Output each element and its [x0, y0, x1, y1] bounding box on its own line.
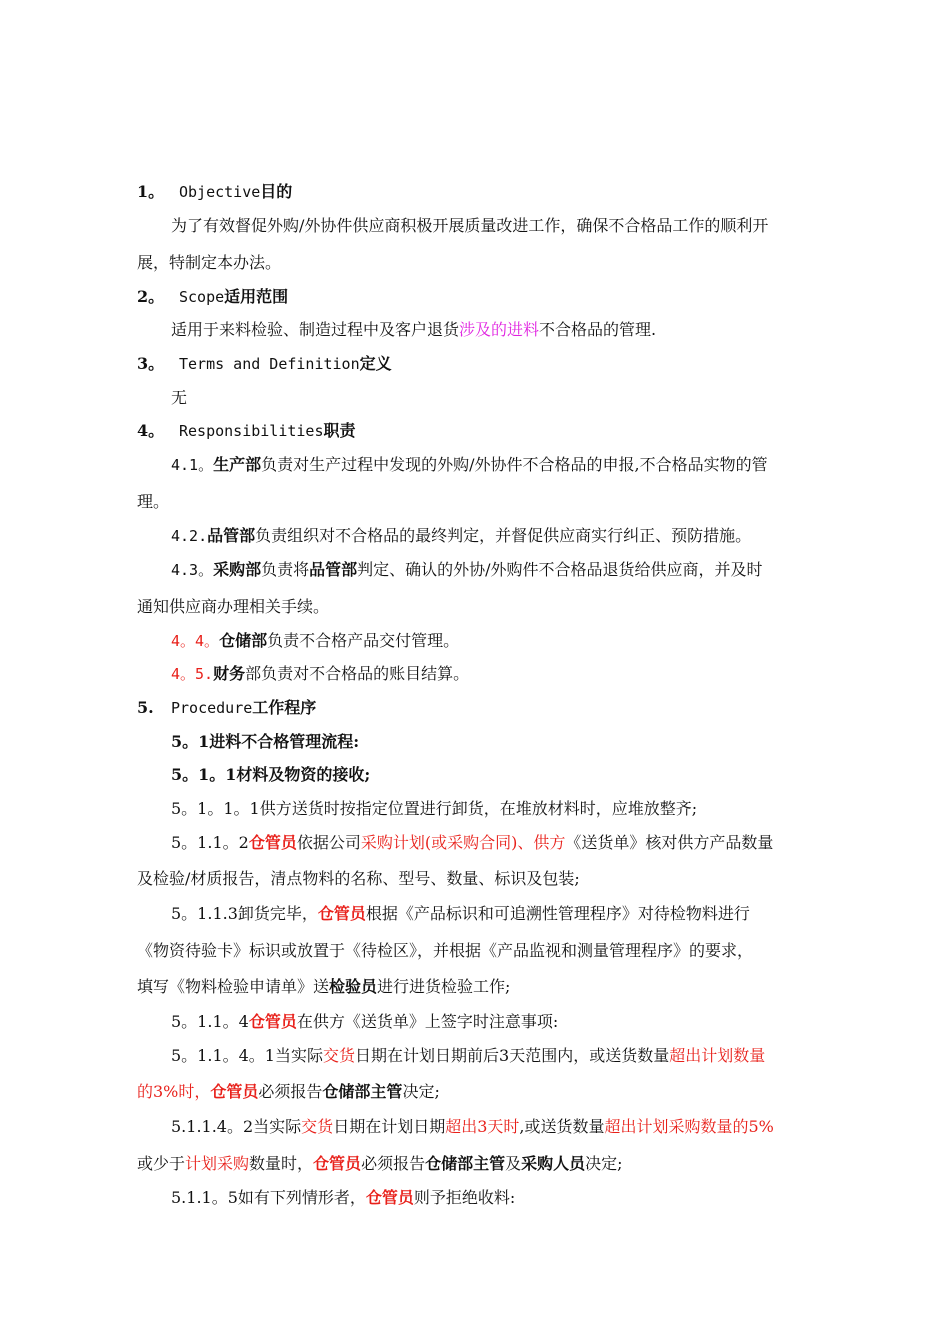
highlight-text-3: 超出计划采购数量的5% — [604, 1117, 774, 1136]
item-text: 依据公司 — [296, 833, 361, 852]
item-5-1-1-3-line-3 — [137, 977, 510, 997]
department-name: 生产部 — [213, 455, 262, 474]
section-number: 5. — [137, 698, 154, 717]
department-name: 采购部 — [213, 560, 262, 579]
section-5-heading — [137, 698, 316, 718]
section-3-body: 无 — [171, 388, 188, 407]
responsibility-4-3-continued: 通知供应商办理相关手续。 — [137, 597, 330, 616]
item-text: 填写《物料检验申请单》送 — [137, 977, 330, 996]
department-name: 品管部 — [207, 526, 256, 545]
item-number: 4.2. — [171, 527, 208, 545]
item-text: 必须报告 — [258, 1082, 323, 1101]
item-number: 5。1.1.3卸货完毕， — [171, 904, 318, 923]
responsibility-4-4 — [171, 631, 459, 651]
heading-chinese: 适用范围 — [224, 287, 289, 306]
item-text: 则予拒绝收料: — [413, 1188, 516, 1207]
heading-english: Responsibilities — [179, 422, 324, 440]
item-number: 5。1.1。2 — [171, 833, 249, 852]
role-warehouse-keeper: 仓管员 — [248, 833, 297, 852]
item-text: 或少于 — [137, 1154, 186, 1173]
item-5-1-1-4-1 — [171, 1046, 765, 1066]
section-3-heading — [137, 354, 392, 374]
item-text-3: 必须报告 — [361, 1154, 426, 1173]
role-warehouse-keeper: 仓管员 — [313, 1154, 362, 1173]
heading-chinese: 定义 — [359, 354, 392, 373]
item-5-1-1-3 — [171, 904, 750, 924]
heading-english: Objective — [179, 183, 261, 201]
role-warehouse-keeper: 仓管员 — [210, 1082, 259, 1101]
item-text: 根据《产品标识和可追溯性管理程序》对待检物料进行 — [365, 904, 750, 923]
highlight-text-2: 超出计划数量 — [669, 1046, 766, 1065]
item-text: 日期在计划日期前后3天范围内，或送货数量 — [355, 1046, 670, 1065]
item-5-1-1-4-2 — [171, 1117, 774, 1137]
role-warehouse-keeper: 仓管员 — [248, 1012, 297, 1031]
item-number: 5.1.1。5如有下列情形者， — [171, 1188, 366, 1207]
responsibility-4-3 — [171, 560, 763, 580]
item-number: 4.1。 — [171, 456, 214, 474]
responsibility-4-1 — [171, 455, 768, 475]
role-warehouse-manager: 仓储部主管 — [322, 1082, 403, 1101]
highlight-text: 采购计划(或采购合同)、供方 — [360, 833, 566, 852]
role-warehouse-manager: 仓储部主管 — [425, 1154, 506, 1173]
scope-text: 适用于来料检验、制造过程中及客户退货 — [171, 320, 460, 339]
item-text-end: 判定、确认的外协/外购件不合格品退货给供应商，并及时 — [357, 560, 763, 579]
item-number: 4。5. — [171, 665, 214, 683]
highlight-text-2: 超出3天时 — [445, 1117, 520, 1136]
item-5-1-1-1: 5。1。1。1供方送货时按指定位置进行卸货，在堆放材料时，应堆放整齐; — [171, 799, 698, 818]
item-5-1-1-5 — [171, 1188, 515, 1208]
item-text: 负责组织对不合格品的最终判定，并督促供应商实行纠正、预防措施。 — [255, 526, 752, 545]
responsibility-4-1-continued: 理。 — [137, 492, 170, 511]
item-text-2: 数量时， — [249, 1154, 314, 1173]
section-4-heading — [137, 421, 356, 441]
item-5-1-1-2 — [171, 833, 773, 853]
section-number: 1。 — [137, 182, 165, 201]
item-text-end: 进行进货检验工作; — [377, 977, 511, 996]
item-text: 日期在计划日期 — [333, 1117, 446, 1136]
item-5-1-1-3-line-2: 《物资待验卡》标识或放置于《待检区》，并根据《产品监视和测量管理程序》的要求， — [137, 941, 754, 960]
item-number: 5。1.1。4 — [171, 1012, 249, 1031]
section-1-paragraph-line-2: 展，特制定本办法。 — [137, 253, 282, 272]
item-text: 负责将 — [261, 560, 310, 579]
item-text-2: ,或送货数量 — [519, 1117, 605, 1136]
item-number: 5。1.1。4。1当实际 — [171, 1046, 323, 1065]
item-5-1-1-4 — [171, 1012, 558, 1032]
highlight-text: 的3%时， — [137, 1082, 211, 1101]
item-text-end: 《送货单》核对供方产品数量 — [565, 833, 774, 852]
heading-chinese: 目的 — [260, 182, 293, 201]
role-inspector: 检验员 — [329, 977, 378, 996]
subsection-5-1-heading: 5。1进料不合格管理流程: — [171, 732, 360, 751]
item-text-4: 及 — [505, 1154, 522, 1173]
section-number: 3。 — [137, 354, 165, 373]
section-2-paragraph — [171, 320, 656, 340]
item-text: 负责对生产过程中发现的外购/外协件不合格品的申报,不合格品实物的管 — [261, 455, 768, 474]
item-5-1-1-4-1-continued — [137, 1082, 440, 1102]
highlight-text: 交货 — [323, 1046, 356, 1065]
responsibility-4-5 — [171, 664, 469, 684]
item-number: 5.1.1.4。2当实际 — [171, 1117, 302, 1136]
heading-english: Scope — [179, 288, 225, 306]
section-2-heading — [137, 287, 288, 307]
item-5-1-1-2-continued: 及检验/材质报告，清点物料的名称、型号、数量、标识及包装; — [137, 869, 580, 888]
heading-chinese: 工作程序 — [252, 698, 317, 717]
department-name: 仓储部 — [219, 631, 268, 650]
item-text-end: 决定; — [402, 1082, 440, 1101]
section-number: 4。 — [137, 421, 165, 440]
department-name: 财务 — [213, 664, 246, 683]
item-text: 部负责对不合格品的账目结算。 — [245, 664, 470, 683]
highlight-text: 计划采购 — [185, 1154, 250, 1173]
item-text: 在供方《送货单》上签字时注意事项: — [296, 1012, 559, 1031]
item-text: 负责不合格产品交付管理。 — [267, 631, 460, 650]
section-1-heading — [137, 182, 292, 202]
item-text-end: 决定; — [585, 1154, 623, 1173]
item-number: 4.3。 — [171, 561, 214, 579]
section-number: 2。 — [137, 287, 165, 306]
responsibility-4-2 — [171, 526, 751, 546]
role-warehouse-keeper: 仓管员 — [317, 904, 366, 923]
scope-text-end: 不合格品的管理. — [539, 320, 657, 339]
role-warehouse-keeper: 仓管员 — [365, 1188, 414, 1207]
role-purchaser: 采购人员 — [521, 1154, 586, 1173]
subsection-5-1-1-heading: 5。1。1材料及物资的接收; — [171, 765, 371, 784]
scope-highlight: 涉及的进料 — [459, 320, 540, 339]
heading-english: Procedure — [171, 699, 253, 717]
highlight-text: 交货 — [301, 1117, 334, 1136]
department-name-2: 品管部 — [309, 560, 358, 579]
item-5-1-1-4-2-continued — [137, 1154, 623, 1174]
item-number: 4。4。 — [171, 632, 220, 650]
heading-chinese: 职责 — [323, 421, 356, 440]
section-1-paragraph-line-1: 为了有效督促外购/外协件供应商积极开展质量改进工作，确保不合格品工作的顺利开 — [171, 216, 769, 235]
heading-english: Terms and Definition — [179, 355, 360, 373]
